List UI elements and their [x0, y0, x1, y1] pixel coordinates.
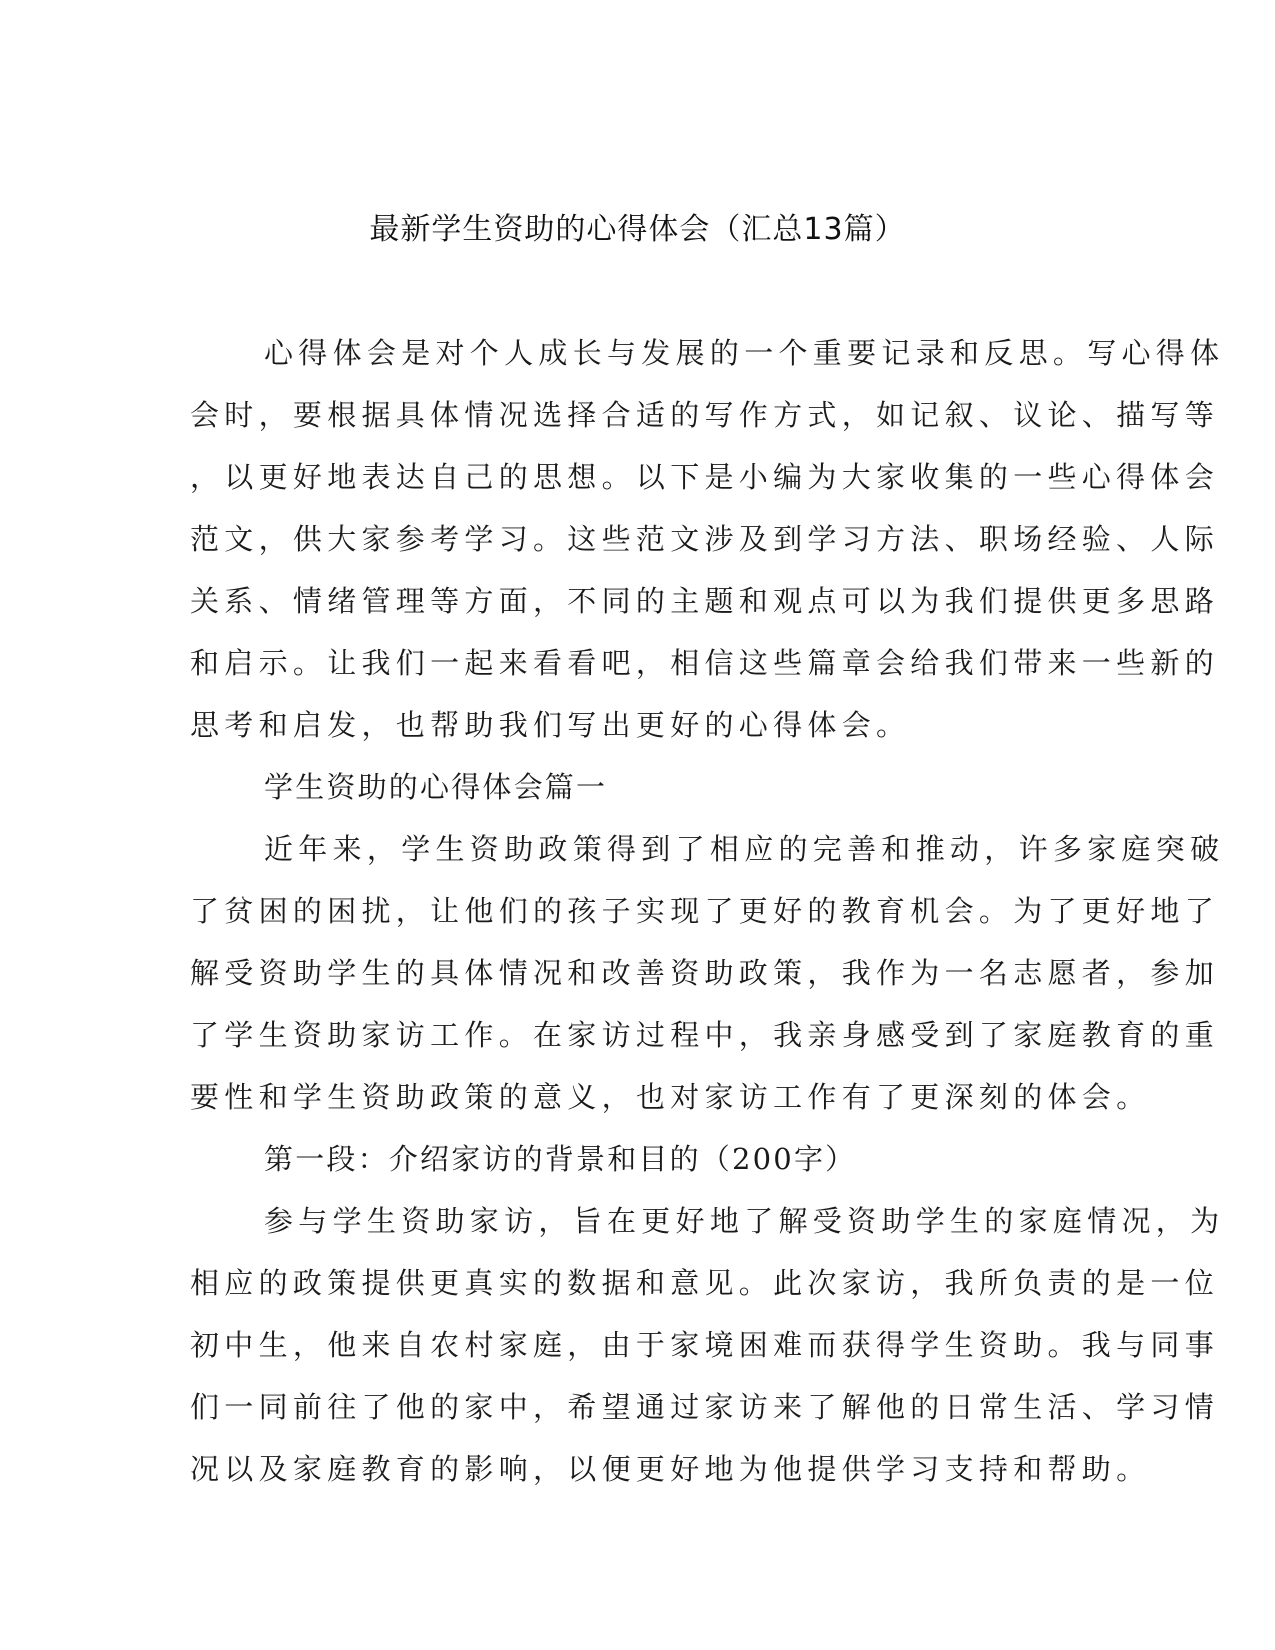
body-line-intro-3: ，以更好地表达自己的思想。以下是小编为大家收集的一些心得体会: [190, 460, 1220, 494]
body-line-paragraph-one-2: 相应的政策提供更真实的数据和意见。此次家访，我所负责的是一位: [190, 1266, 1220, 1300]
body-line-part-one-3: 解受资助学生的具体情况和改善资助政策，我作为一名志愿者，参加: [190, 956, 1220, 990]
body-line-intro-1: 心得体会是对个人成长与发展的一个重要记录和反思。写心得体: [264, 336, 1225, 370]
body-line-intro-6: 和启示。让我们一起来看看吧，相信这些篇章会给我们带来一些新的: [190, 646, 1220, 680]
body-line-part-one-1: 近年来，学生资助政策得到了相应的完善和推动，许多家庭突破: [264, 832, 1225, 866]
body-line-paragraph-one-5: 况以及家庭教育的影响，以便更好地为他提供学习支持和帮助。: [190, 1452, 1151, 1486]
body-line-paragraph-one-4: 们一同前往了他的家中，希望通过家访来了解他的日常生活、学习情: [190, 1390, 1220, 1424]
body-line-part-one-4: 了学生资助家访工作。在家访过程中，我亲身感受到了家庭教育的重: [190, 1018, 1220, 1052]
body-line-part-one-5: 要性和学生资助政策的意义，也对家访工作有了更深刻的体会。: [190, 1080, 1151, 1114]
document-title: 最新学生资助的心得体会（汇总13篇）: [369, 212, 906, 247]
body-line-intro-5: 关系、情绪管理等方面，不同的主题和观点可以为我们提供更多思路: [190, 584, 1220, 618]
body-line-intro-7: 思考和启发，也帮助我们写出更好的心得体会。: [190, 708, 911, 742]
body-line-part-one-2: 了贫困的困扰，让他们的孩子实现了更好的教育机会。为了更好地了: [190, 894, 1220, 928]
body-line-paragraph-one-1: 参与学生资助家访，旨在更好地了解受资助学生的家庭情况，为: [264, 1204, 1225, 1238]
document-body: [190, 332, 1225, 1510]
section-heading-part-one: 学生资助的心得体会篇一: [264, 770, 608, 804]
body-line-paragraph-one-3: 初中生，他来自农村家庭，由于家境困难而获得学生资助。我与同事: [190, 1328, 1220, 1362]
section-heading-paragraph-one: 第一段：介绍家访的背景和目的（200字）: [264, 1142, 857, 1176]
body-line-intro-4: 范文，供大家参考学习。这些范文涉及到学习方法、职场经验、人际: [190, 522, 1220, 556]
body-line-intro-2: 会时，要根据具体情况选择合适的写作方式，如记叙、议论、描写等: [190, 398, 1220, 432]
